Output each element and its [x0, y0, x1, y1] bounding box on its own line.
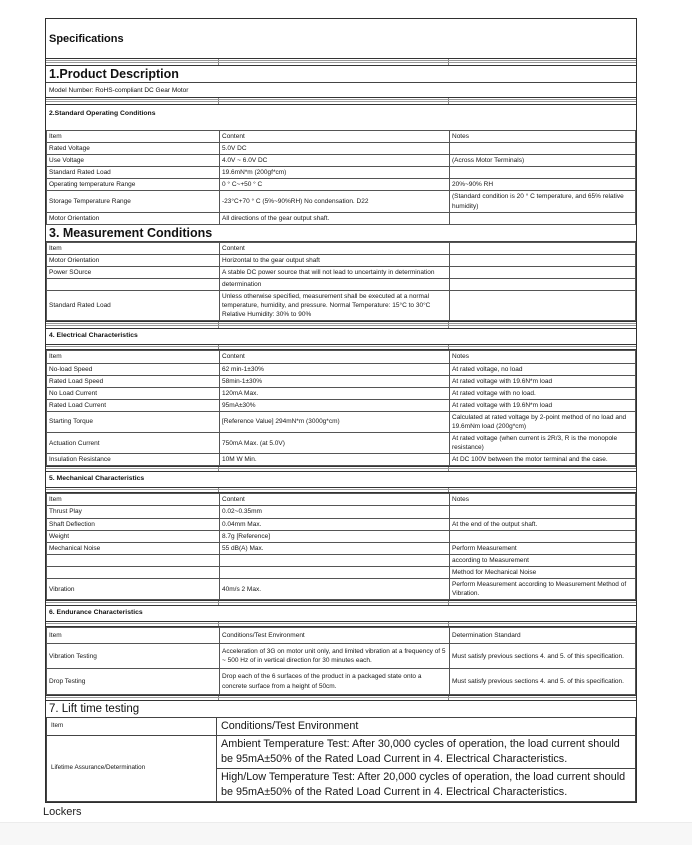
band-cell — [46, 102, 219, 104]
band-cell — [46, 601, 219, 602]
table-cell — [450, 279, 636, 291]
header-item: Item — [47, 351, 220, 363]
band-cell — [46, 59, 219, 60]
header-determination: Determination Standard — [450, 628, 636, 644]
band-cell — [219, 100, 449, 101]
table-cell: determination — [220, 279, 450, 291]
header-conditions: Conditions/Test Environment — [217, 717, 636, 735]
table-row — [47, 735, 636, 768]
table-row — [47, 279, 636, 291]
band-cell — [219, 347, 449, 349]
table-cell: 40m/s 2 Max. — [220, 579, 450, 600]
table-row — [47, 212, 636, 224]
lift-time-testing-table — [46, 717, 636, 803]
band-cell — [46, 622, 219, 623]
header-content: Content — [220, 351, 450, 363]
band-cell — [449, 100, 636, 101]
band-cell — [449, 622, 636, 623]
document-title: Specifications — [49, 32, 124, 45]
footer-note: Lockers — [43, 806, 82, 818]
table-cell: Shaft Deflection — [47, 518, 220, 530]
band-cell — [449, 624, 636, 626]
table-row — [47, 554, 636, 566]
table-row — [47, 266, 636, 278]
band-cell — [46, 100, 219, 101]
measurement-conditions-table — [46, 242, 636, 322]
table-cell — [47, 279, 220, 291]
table-cell: Rated Load Current — [47, 399, 220, 411]
table-row — [47, 363, 636, 375]
table-cell: Weight — [47, 530, 220, 542]
table-cell: according to Measurement — [450, 554, 636, 566]
header-notes: Notes — [450, 351, 636, 363]
table-cell: 95mA±30% — [220, 399, 450, 411]
table-cell: Perform Measurement according to Measurement Method of Vibration. — [450, 579, 636, 600]
section-4-title: 4. Electrical Characteristics — [49, 332, 138, 340]
header-conditions: Conditions/Test Environment — [220, 628, 450, 644]
band-cell — [46, 698, 219, 700]
band-cell — [449, 59, 636, 60]
section-7-title: 7. Lift time testing — [49, 702, 140, 715]
table-cell: Mechanical Noise — [47, 542, 220, 554]
table-cell: Drop each of the 6 surfaces of the product in a packaged state onto a concrete surface from a height of 50cm. — [220, 669, 450, 694]
electrical-characteristics-table — [46, 350, 636, 466]
table-cell: Method for Mechanical Noise — [450, 566, 636, 578]
header-item: Item — [47, 628, 220, 644]
band-cell — [449, 98, 636, 99]
band-row — [46, 469, 636, 471]
band-cell — [449, 326, 636, 328]
page-bottom-strip — [0, 822, 692, 845]
table-row — [47, 291, 636, 321]
band-row — [46, 326, 636, 328]
band-cell — [46, 61, 219, 62]
band-cell — [46, 324, 219, 325]
table-row — [47, 566, 636, 578]
table-cell: 0.04mm Max. — [220, 518, 450, 530]
band-cell — [449, 63, 636, 65]
table-row — [47, 375, 636, 387]
table-cell — [450, 506, 636, 518]
table-row — [47, 518, 636, 530]
band-cell — [219, 98, 449, 99]
table-cell — [450, 212, 636, 224]
table-header-row — [47, 494, 636, 506]
band-cell — [219, 61, 449, 62]
table-cell — [450, 254, 636, 266]
lifetime-assurance-label: Lifetime Assurance/Determination — [47, 735, 217, 801]
band-cell — [46, 326, 219, 328]
standard-operating-conditions-table — [46, 130, 636, 225]
band-cell — [449, 61, 636, 62]
header-item: Item — [47, 131, 220, 143]
band-cell — [219, 601, 449, 602]
band-row — [46, 490, 636, 492]
header-content: Content — [220, 131, 450, 143]
table-cell: At DC 100V between the motor terminal and the case. — [450, 454, 636, 466]
model-number-row: Model Number: RoHS-compliant DC Gear Motor — [49, 86, 189, 94]
table-cell: [Reference Value] 294mN*m (3000g*cm) — [220, 411, 450, 432]
header-content: Content — [220, 494, 450, 506]
table-row — [47, 387, 636, 399]
table-row — [47, 530, 636, 542]
table-cell: Must satisfy previous sections 4. and 5. of this specification. — [450, 644, 636, 669]
table-cell — [220, 566, 450, 578]
header-notes: Notes — [450, 131, 636, 143]
header-content: Content — [220, 242, 450, 254]
table-cell: (Standard condition is 20 ° C temperature, and 65% relative humidity) — [450, 191, 636, 212]
table-cell: 55 dB(A) Max. — [220, 542, 450, 554]
table-cell: Use Voltage — [47, 155, 220, 167]
spec-document — [45, 18, 637, 803]
band-cell — [449, 488, 636, 489]
table-header-row — [47, 717, 636, 735]
table-cell — [450, 266, 636, 278]
band-cell — [46, 63, 219, 65]
band-cell — [449, 601, 636, 602]
table-cell: Storage Temperature Range — [47, 191, 220, 212]
table-cell: 5.0V DC — [220, 143, 450, 155]
table-cell: No-load Speed — [47, 363, 220, 375]
header-notes — [450, 242, 636, 254]
table-row — [47, 542, 636, 554]
table-header-row — [47, 131, 636, 143]
band-cell — [219, 63, 449, 65]
table-cell: Acceleration of 3G on motor unit only, and limited vibration at a frequency of 5 ~ 500 Hz of in vertical direction for 30 minutes each. — [220, 644, 450, 669]
band-cell — [219, 490, 449, 492]
table-cell: Must satisfy previous sections 4. and 5. of this specification. — [450, 669, 636, 694]
table-cell: All directions of the gear output shaft. — [220, 212, 450, 224]
section-1-title: 1.Product Description — [46, 66, 636, 83]
table-cell: Rated Voltage — [47, 143, 220, 155]
band-cell — [219, 603, 449, 605]
table-row — [47, 155, 636, 167]
table-row — [47, 579, 636, 600]
section-5-title: 5. Mechanical Characteristics — [49, 475, 145, 483]
band-cell — [449, 102, 636, 104]
table-cell: Starting Torque — [47, 411, 220, 432]
table-cell: At rated voltage with 19.6N*m load — [450, 399, 636, 411]
table-cell — [47, 566, 220, 578]
table-cell: Operating temperature Range — [47, 179, 220, 191]
band-cell — [219, 696, 449, 697]
band-cell — [219, 469, 449, 471]
band-cell — [219, 467, 449, 468]
band-cell — [46, 490, 219, 492]
band-row — [46, 624, 636, 626]
table-header-row — [47, 628, 636, 644]
table-cell: At rated voltage (when current is 2R/3, R is the monopole resistance) — [450, 433, 636, 454]
table-row — [47, 433, 636, 454]
ambient-temperature-test: Ambient Temperature Test: After 30,000 cycles of operation, the load current should be 95mA±50% of the Rated Load Current in 4. Electrical Characteristics. — [217, 735, 636, 768]
table-row — [47, 506, 636, 518]
table-cell: Motor Orientation — [47, 254, 220, 266]
table-header-row — [47, 242, 636, 254]
header-notes: Notes — [450, 494, 636, 506]
table-row — [47, 411, 636, 432]
table-cell: 8.7g [Reference] — [220, 530, 450, 542]
table-row — [47, 167, 636, 179]
band-cell — [449, 345, 636, 346]
table-cell: Insulation Resistance — [47, 454, 220, 466]
band-cell — [219, 59, 449, 60]
band-cell — [46, 347, 219, 349]
band-row — [46, 347, 636, 349]
band-cell — [219, 324, 449, 325]
band-cell — [449, 347, 636, 349]
table-cell: Horizontal to the gear output shaft — [220, 254, 450, 266]
table-row — [47, 143, 636, 155]
table-cell: Standard Rated Load — [47, 167, 220, 179]
band-cell — [46, 467, 219, 468]
separator-band — [46, 321, 636, 329]
table-cell: 750mA Max. (at 5.0V) — [220, 433, 450, 454]
section-6-title: 6. Endurance Characteristics — [49, 609, 143, 617]
table-cell: 10M W Min. — [220, 454, 450, 466]
table-cell: At rated voltage, no load — [450, 363, 636, 375]
table-cell: Power SOurce — [47, 266, 220, 278]
section-3-title: 3. Measurement Conditions — [46, 225, 636, 242]
table-row — [47, 669, 636, 694]
table-row — [47, 644, 636, 669]
high-low-temperature-test: High/Low Temperature Test: After 20,000 cycles of operation, the load current should be 95mA±50% of the Rated Load Current in 4. Electrical Characteristics. — [217, 768, 636, 801]
band-cell — [219, 326, 449, 328]
band-row — [46, 102, 636, 104]
table-cell: Drop Testing — [47, 669, 220, 694]
band-row — [46, 698, 636, 700]
band-cell — [46, 624, 219, 626]
band-cell — [219, 102, 449, 104]
table-cell: Standard Rated Load — [47, 291, 220, 321]
header-item: Item — [47, 494, 220, 506]
table-header-row — [47, 351, 636, 363]
table-row — [47, 179, 636, 191]
table-cell: 20%~90% RH — [450, 179, 636, 191]
table-cell: No Load Current — [47, 387, 220, 399]
table-cell: -23°C+70 ° C (5%~90%RH) No condensation. D22 — [220, 191, 450, 212]
band-cell — [46, 345, 219, 346]
table-cell — [450, 291, 636, 321]
band-cell — [449, 469, 636, 471]
band-cell — [46, 696, 219, 697]
table-cell — [47, 554, 220, 566]
band-cell — [46, 469, 219, 471]
mechanical-characteristics-table — [46, 493, 636, 600]
band-row — [46, 603, 636, 605]
header-item: Item — [47, 717, 217, 735]
band-cell — [219, 622, 449, 623]
band-cell — [449, 467, 636, 468]
band-cell — [449, 322, 636, 323]
table-cell: A stable DC power source that will not lead to uncertainty in determination — [220, 266, 450, 278]
table-cell: Motor Orientation — [47, 212, 220, 224]
section-2-title: 2.Standard Operating Conditions — [49, 110, 156, 117]
band-cell — [449, 698, 636, 700]
table-cell — [450, 143, 636, 155]
band-cell — [219, 698, 449, 700]
separator-band — [46, 97, 636, 105]
table-cell — [220, 554, 450, 566]
table-row — [47, 399, 636, 411]
table-cell — [450, 167, 636, 179]
table-cell: 4.0V ~ 6.0V DC — [220, 155, 450, 167]
band-cell — [46, 488, 219, 489]
band-cell — [46, 322, 219, 323]
table-cell: Vibration — [47, 579, 220, 600]
table-cell: 0.02~0.35mm — [220, 506, 450, 518]
table-cell: 120mA Max. — [220, 387, 450, 399]
table-cell: Unless otherwise specified, measurement shall be executed at a normal temperature, humidity, and pressure. Normal Temperature: 15°C to 30°C Relative Humidity: 30% to 90% — [220, 291, 450, 321]
table-cell: 58min-1±30% — [220, 375, 450, 387]
table-cell: Calculated at rated voltage by 2-point method of no load and 19.6mNm load (200g*cm) — [450, 411, 636, 432]
table-cell: 62 min-1±30% — [220, 363, 450, 375]
table-cell: 19.6mN*m (200gf*cm) — [220, 167, 450, 179]
table-cell: Vibration Testing — [47, 644, 220, 669]
table-cell: Perform Measurement — [450, 542, 636, 554]
table-cell: 0 ° C~+50 ° C — [220, 179, 450, 191]
table-cell: (Across Motor Terminals) — [450, 155, 636, 167]
table-cell: At the end of the output shaft. — [450, 518, 636, 530]
table-cell — [450, 530, 636, 542]
table-cell: Thrust Play — [47, 506, 220, 518]
table-row — [47, 254, 636, 266]
band-cell — [46, 603, 219, 605]
band-cell — [46, 98, 219, 99]
band-row — [46, 63, 636, 65]
band-cell — [449, 490, 636, 492]
band-cell — [219, 488, 449, 489]
table-row — [47, 454, 636, 466]
band-cell — [449, 603, 636, 605]
table-cell: At rated voltage with 19.6N*m load — [450, 375, 636, 387]
table-cell: Rated Load Speed — [47, 375, 220, 387]
band-cell — [219, 322, 449, 323]
separator-band — [46, 58, 636, 66]
band-cell — [449, 696, 636, 697]
table-cell: At rated voltage with no load. — [450, 387, 636, 399]
band-cell — [219, 345, 449, 346]
band-cell — [219, 624, 449, 626]
endurance-characteristics-table — [46, 627, 636, 694]
table-row — [47, 191, 636, 212]
table-cell: Actuation Current — [47, 433, 220, 454]
header-item: Item — [47, 242, 220, 254]
band-cell — [449, 324, 636, 325]
